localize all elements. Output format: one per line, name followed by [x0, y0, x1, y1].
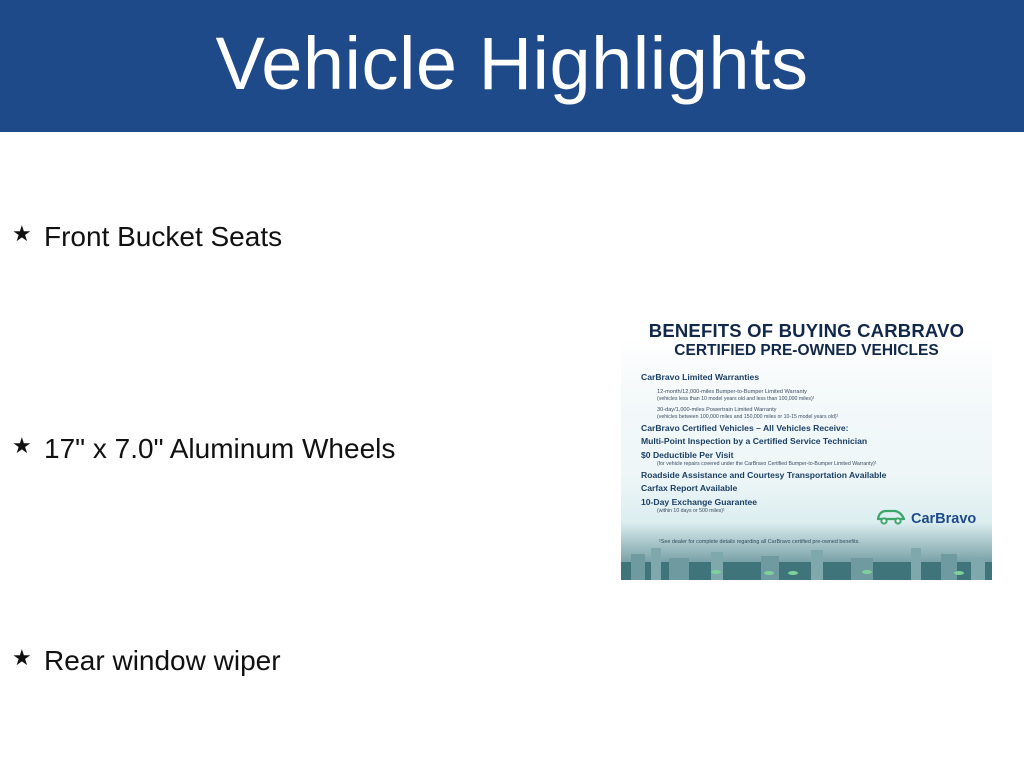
car-icon	[875, 506, 907, 531]
header-banner	[0, 0, 1024, 132]
warranty-item: 30-day/1,000-miles Powertrain Limited Warranty	[657, 407, 777, 414]
certified-heading: CarBravo Certified Vehicles – All Vehicles Receive:	[641, 422, 849, 433]
warranty-note: (vehicles between 100,000 miles and 150,000 miles or 10-15 model years old)¹	[657, 414, 839, 421]
feature-label: Front Bucket Seats	[44, 221, 283, 252]
star-icon: ★	[12, 433, 32, 458]
promo-subtitle: CERTIFIED PRE-OWNED VEHICLES	[674, 342, 939, 360]
feature-item	[12, 221, 282, 253]
warranty-note: (vehicles less than 10 model years old and less than 100,000 miles)¹	[657, 395, 815, 402]
promo-benefits-list	[621, 360, 992, 515]
deductible-note: (for vehicle repairs covered under the CarBravo Certified Bumper-to-Bumper Limited Warranty)¹	[657, 461, 877, 468]
exchange-note: (within 10 days or 500 miles)¹	[657, 508, 725, 515]
benefit-carfax: Carfax Report Available	[641, 483, 738, 494]
page-title: Vehicle Highlights	[215, 22, 809, 105]
feature-item	[12, 645, 281, 677]
benefit-roadside: Roadside Assistance and Courtesy Transportation Available	[641, 469, 887, 480]
warranty-item: 12-month/12,000-miles Bumper-to-Bumper Limited Warranty	[657, 388, 807, 395]
feature-label: 17" x 7.0" Aluminum Wheels	[44, 433, 396, 464]
carbravo-benefits-image	[621, 316, 992, 580]
benefit-inspection: Multi-Point Inspection by a Certified Service Technician	[641, 436, 868, 447]
city-skyline-graphic	[621, 540, 992, 580]
star-icon: ★	[12, 221, 32, 246]
benefit-deductible: $0 Deductible Per Visit	[641, 449, 734, 460]
carbravo-logo	[875, 506, 976, 531]
star-icon: ★	[12, 645, 32, 670]
warranties-heading: CarBravo Limited Warranties	[641, 372, 760, 383]
promo-footnote: ¹See dealer for complete details regarding all CarBravo certified pre-owned benefits.	[659, 539, 860, 545]
benefit-exchange: 10-Day Exchange Guarantee	[641, 496, 758, 507]
feature-label: Rear window wiper	[44, 645, 281, 676]
logo-text: CarBravo	[911, 510, 977, 527]
promo-title: BENEFITS OF BUYING CARBRAVO	[648, 320, 965, 341]
feature-item	[12, 433, 395, 465]
